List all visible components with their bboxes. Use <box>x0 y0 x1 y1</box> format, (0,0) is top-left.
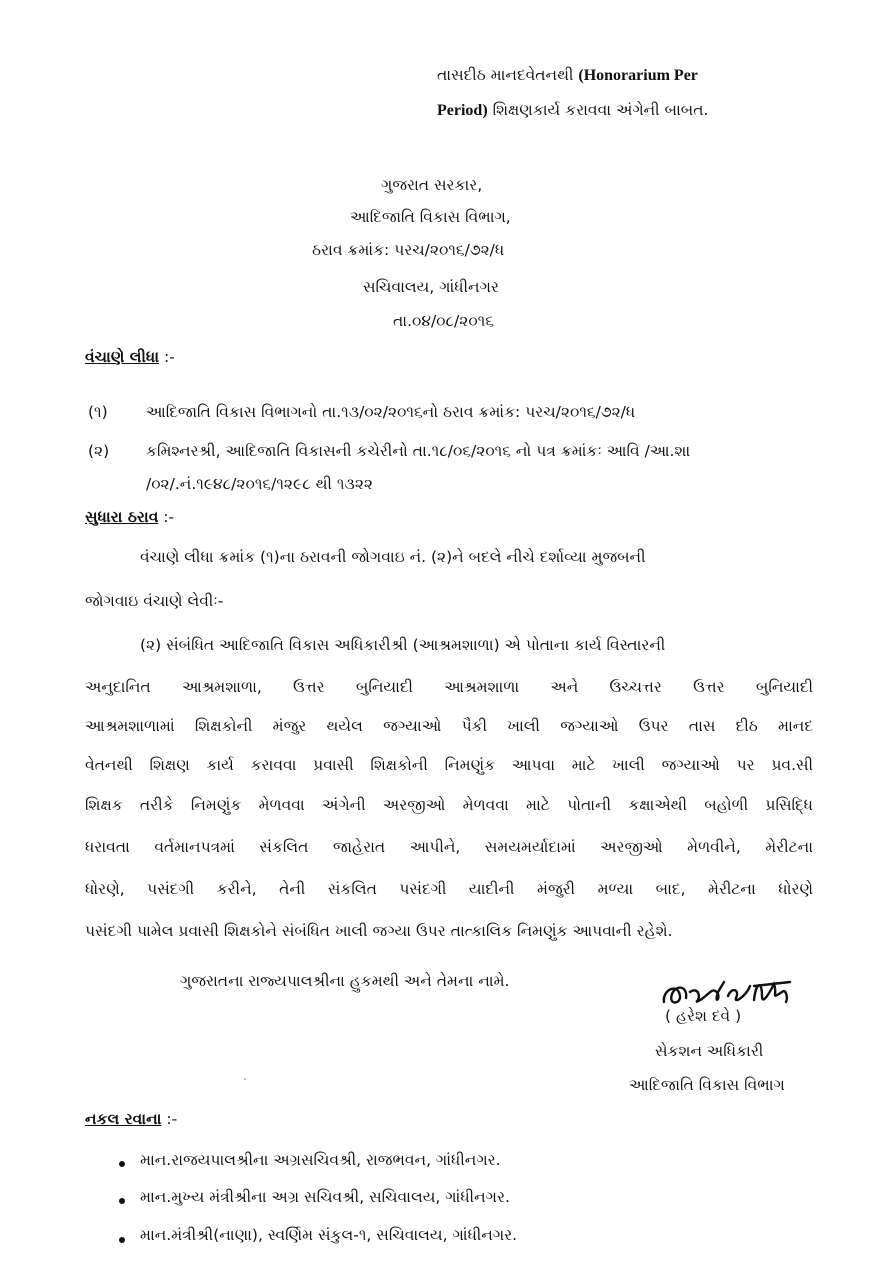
subject-line-1-gujarati: તાસદીઠ માનદવેતનથી <box>437 66 574 84</box>
subject-line-1 <box>437 60 698 91</box>
amendment-body-line-7: ધોરણે, પસંદગી કરીને, તેની સંકલિત પસંદગી યાદીની મંજુરી મળ્યા બાદ, મેરીટના ધોરણે <box>85 880 813 898</box>
header-place: સચિવાલય, ગાંધીનગર <box>363 278 499 296</box>
amendment-heading: સુધારા ઠરાવ <box>85 508 159 526</box>
subject-line-2 <box>437 95 708 126</box>
copy-to-bullet-2 <box>119 1198 125 1204</box>
copy-to-heading-suffix: :- <box>166 1110 178 1128</box>
read-item-2-text-line-1: કમિશ્નરશ્રી, આદિજાતિ વિકાસની કચેરીનો તા.૧૮/૦૬/૨૦૧૬ નો પત્ર ક્રમાંકઃ આવિ /આ.શા <box>146 442 691 460</box>
amendment-body-line-1: (૨) સંબંધિત આદિજાતિ વિકાસ અધિકારીશ્રી (આશ્રમશાળા) એ પોતાના કાર્ય વિસ્તારની <box>140 636 666 654</box>
signatory-designation: સેકશન અધિકારી <box>655 1042 764 1060</box>
subject-line-1-english: (Honorarium Per <box>578 67 698 84</box>
amendment-intro-line-2: જોગવાઇ વંચાણે લેવીઃ- <box>85 592 224 610</box>
amendment-body-line-8: પસંદગી પામેલ પ્રવાસી શિક્ષકોને સંબંધિત ખાલી જગ્યા ઉપર તાત્કાલિક નિમણુંક આપવાની રહેશે. <box>85 922 673 940</box>
copy-to-bullet-1 <box>119 1161 125 1167</box>
copy-to-bullet-3 <box>119 1237 125 1243</box>
read-item-2-number: (૨) <box>88 442 110 460</box>
amendment-body-line-4: વેતનથી શિક્ષણ કાર્ય કરાવવા પ્રવાસી શિક્ષકોની નિમણુંક આપવા માટે ખાલી જગ્યાઓ પર પ્રવ.સી <box>85 756 813 774</box>
amendment-body-line-3: આશ્રમશાળામાં શિક્ષકોની મંજુર થયેલ જગ્યાઓ પૈકી ખાલી જગ્યાઓ ઉપર તાસ દીઠ માનદ <box>85 717 813 735</box>
copy-to-heading-row <box>85 1110 177 1129</box>
copy-to-item-1: માન.રાજયપાલશ્રીના અગ્રસચિવશ્રી, રાજભવન, ગાંધીનગર. <box>140 1151 501 1169</box>
amendment-heading-suffix: :- <box>163 508 175 526</box>
amendment-body-line-2: અનુદાનિત આશ્રમશાળા, ઉત્તર બુનિયાદી આશ્રમશાળા અને ઉચ્ચત્તર ઉત્તર બુનિયાદી <box>85 678 813 696</box>
read-heading: વંચાણે લીધા <box>85 348 160 366</box>
read-heading-row <box>85 348 175 367</box>
closing-statement: ગુજરાતના રાજ્યપાલશ્રીના હુકમથી અને તેમના નામે. <box>180 972 510 990</box>
amendment-body-line-6: ધરાવતા વર્તમાનપત્રમાં સંકલિત જાહેરાત આપીને, સમયમર્યાદામાં અરજીઓ મેળવીને, મેરીટના <box>85 838 813 856</box>
signatory-name: ( હરેશ દવે ) <box>665 1007 742 1025</box>
header-resolution-number: ઠરાવ ક્રમાંક: પરચ/૨૦૧૬/૭૨/ધ <box>312 241 505 259</box>
copy-to-item-2: માન.મુખ્ય મંત્રીશ્રીના અગ્ર સચિવશ્રી, સચિવાલય, ગાંધીનગર. <box>140 1188 510 1206</box>
copy-to-heading: નકલ રવાના <box>85 1110 162 1128</box>
read-item-1-text: આદિજાતિ વિકાસ વિભાગનો તા.૧૩/૦૨/૨૦૧૬નો ઠરાવ ક્રમાંક: પરચ/૨૦૧૬/૭૨/ધ <box>146 403 636 421</box>
subject-line-2-gujarati: શિક્ષણકાર્ય કરાવવા અંગેની બાબત. <box>492 101 709 119</box>
amendment-body-line-5: શિક્ષક તરીકે નિમણુંક મેળવવા અંગેની અરજીઓ મેળવવા માટે પોતાની કક્ષાએથી બહોળી પ્રસિદ્ધિ <box>85 796 813 814</box>
signatory-department: આદિજાતિ વિકાસ વિભાગ <box>629 1076 785 1094</box>
amendment-heading-row <box>85 508 174 527</box>
read-item-2-text-line-2: /૦૨/.નં.૧૯૪૮/૨૦૧૬/૧૨૯૮ થી ૧૩૨૨ <box>146 475 374 493</box>
copy-to-item-3: માન.મંત્રીશ્રી(નાણા), સ્વર્ણિમ સંકુલ-૧, સચિવાલય, ગાંધીનગર. <box>140 1226 518 1244</box>
scan-speck <box>244 1078 246 1080</box>
header-government: ગુજરાત સરકાર, <box>381 176 483 194</box>
amendment-intro-line-1: વંચાણે લીધા ક્રમાંક (૧)ના ઠરાવની જોગવાઇ નં. (૨)ને બદલે નીચે દર્શાવ્યા મુજબની <box>140 548 646 566</box>
read-item-1-number: (૧) <box>88 403 108 421</box>
subject-line-2-english: Period) <box>437 102 488 119</box>
read-heading-suffix: :- <box>163 348 175 366</box>
header-date: તા.૦૪/૦૮/૨૦૧૬ <box>393 312 494 330</box>
header-department: આદિજાતિ વિકાસ વિભાગ, <box>350 208 511 226</box>
